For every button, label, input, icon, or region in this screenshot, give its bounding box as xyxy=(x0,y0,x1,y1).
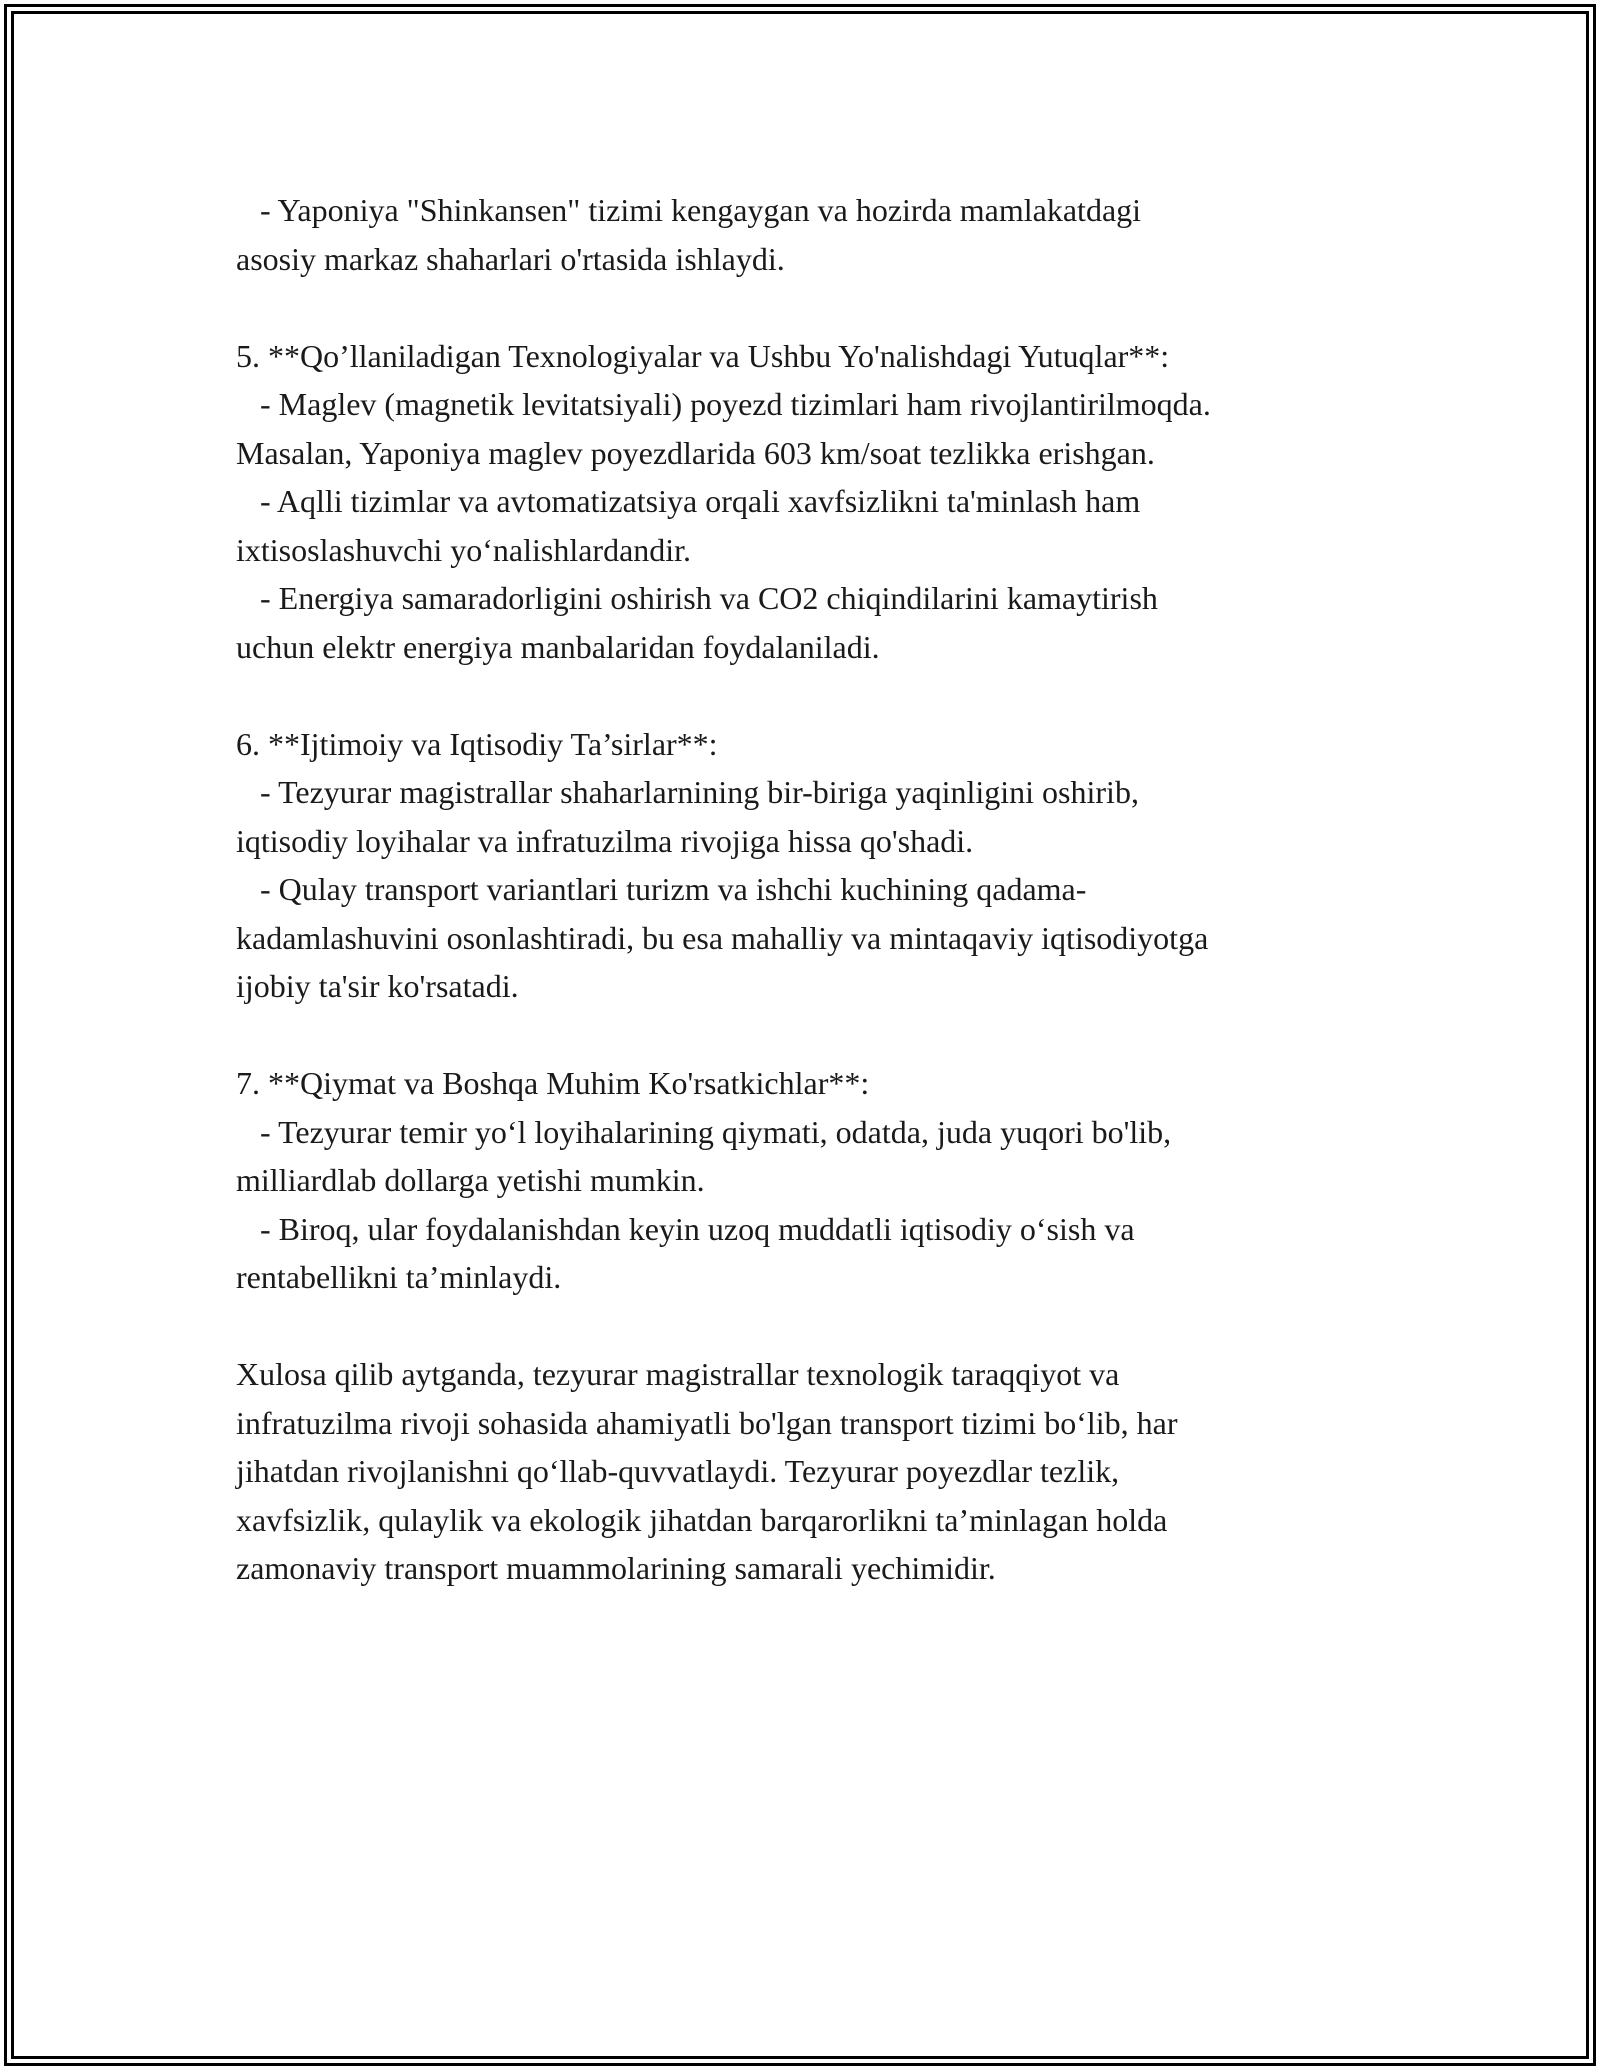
text-line: iqtisodiy loyihalar va infratuzilma rivojiga hissa qo'shadi. xyxy=(236,822,974,859)
text-line: - Maglev (magnetik levitatsiyali) poyezd tizimlari ham rivojlantirilmoqda. xyxy=(236,386,1211,422)
paragraph-spacer xyxy=(236,1302,1386,1351)
text-line: - Aqlli tizimlar va avtomatizatsiya orqali xavfsizlikni ta'minlash ham xyxy=(236,483,1141,519)
text-line: zamonaviy transport muammolarining samarali yechimidir. xyxy=(236,1550,996,1586)
section-heading: 5. **Qo’llaniladigan Texnologiyalar va Ushbu Yo'nalishdagi Yutuqlar**: xyxy=(236,337,1170,374)
text-line: kadamlashuvini osonlashtiradi, bu esa mahalliy va mintaqaviy iqtisodiyotga xyxy=(236,919,1209,956)
text-line: infratuzilma rivoji sohasida ahamiyatli bo'lgan transport tizimi bo‘lib, har xyxy=(236,1404,1178,1441)
section-5-technologies xyxy=(236,332,1386,672)
text-line: - Tezyurar magistrallar shaharlarnining bir-biriga yaqinligini oshirib, xyxy=(236,774,1139,810)
text-line: Xulosa qilib aytganda, tezyurar magistrallar texnologik taraqqiyot va xyxy=(236,1356,1120,1392)
text-line: - Qulay transport variantlari turizm va ishchi kuchining qadama- xyxy=(236,871,1087,907)
paragraph-spacer xyxy=(236,671,1386,720)
section-heading: 7. **Qiymat va Boshqa Muhim Ko'rsatkichlar**: xyxy=(236,1065,870,1101)
text-line: uchun elektr energiya manbalaridan foydalaniladi. xyxy=(236,628,880,665)
paragraph-shinkansen xyxy=(236,186,1386,283)
text-line: jihatdan rivojlanishni qo‘llab-quvvatlaydi. Tezyurar poyezdlar tezlik, xyxy=(236,1453,1120,1489)
text-line: rentabellikni ta’minlaydi. xyxy=(236,1259,562,1295)
text-line: - Tezyurar temir yo‘l loyihalarining qiymati, odatda, juda yuqori bo'lib, xyxy=(236,1113,1172,1150)
text-line: ijobiy ta'sir ko'rsatadi. xyxy=(236,968,519,1004)
conclusion-paragraph xyxy=(236,1350,1386,1593)
paragraph-spacer xyxy=(236,283,1386,332)
text-line: Masalan, Yaponiya maglev poyezdlarida 603 km/soat tezlikka erishgan. xyxy=(236,434,1155,471)
section-heading: 6. **Ijtimoiy va Iqtisodiy Ta’sirlar**: xyxy=(236,725,718,762)
text-line: asosiy markaz shaharlari o'rtasida ishlaydi. xyxy=(236,240,785,277)
text-line: - Energiya samaradorligini oshirish va CO2 chiqindilarini kamaytirish xyxy=(236,580,1158,616)
text-line: milliardlab dollarga yetishi mumkin. xyxy=(236,1162,705,1198)
section-7-cost xyxy=(236,1059,1386,1302)
section-6-social-economic xyxy=(236,720,1386,1011)
paragraph-spacer xyxy=(236,1011,1386,1060)
text-line: ixtisoslashuvchi yo‘nalishlardandir. xyxy=(236,531,692,568)
text-line: - Biroq, ular foydalanishdan keyin uzoq muddatli iqtisodiy o‘sish va xyxy=(236,1210,1135,1247)
text-line: - Yaponiya "Shinkansen" tizimi kengaygan va hozirda mamlakatdagi xyxy=(236,192,1142,228)
text-line: xavfsizlik, qulaylik va ekologik jihatdan barqarorlikni ta’minlagan holda xyxy=(236,1501,1168,1538)
document-body xyxy=(236,186,1386,1593)
